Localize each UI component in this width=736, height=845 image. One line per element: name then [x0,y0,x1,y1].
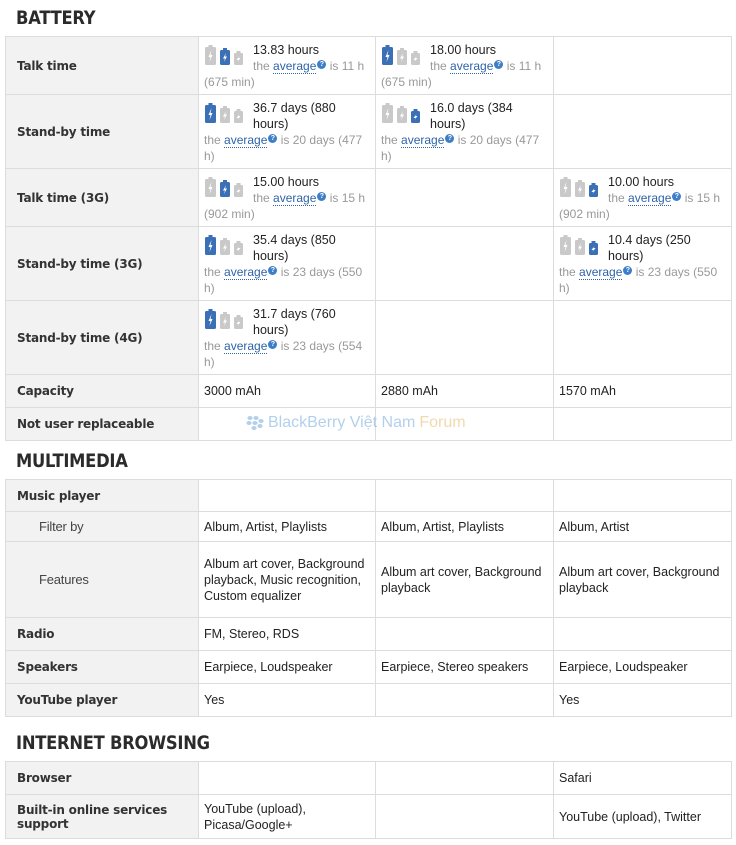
average-link[interactable]: average [224,132,268,147]
battery-value: 18.00 hours [430,42,497,57]
row-label-youtube-player: YouTube player [6,684,199,717]
row-label-browser: Browser [6,762,199,795]
table-row [6,95,732,169]
standby-cell-2 [376,95,554,169]
battery-level-icon [559,235,603,257]
empty-cell [199,762,376,795]
browser-cell-3: Safari [554,762,732,795]
talk-time-cell-2 [376,37,554,95]
capacity-cell-1: 3000 mAh [199,375,376,408]
table-row [6,480,732,512]
empty-cell [199,480,376,512]
battery-value: 31.7 days (760 hours) [253,306,336,337]
empty-cell [376,480,554,512]
radio-cell-1: FM, Stereo, RDS [199,618,376,651]
watermark-brand: BlackBerry Việt Nam [268,414,416,431]
watermark-forum: Forum [419,414,466,431]
row-label-standby-time: Stand-by time [6,95,199,169]
battery-value: 13.83 hours [253,42,320,57]
blackberry-logo-icon [246,415,264,431]
empty-cell [376,301,554,375]
section-title-battery: BATTERY [16,7,96,29]
battery-level-icon [204,177,248,199]
average-note: the average ? is 11 h (675 min) [381,58,542,89]
standby-3g-cell-3 [554,227,732,301]
table-row [6,618,732,651]
help-icon[interactable]: ? [317,192,326,201]
average-link[interactable]: average [450,58,494,73]
row-label-filter-by: Filter by [6,512,199,542]
battery-value: 10.4 days (250 hours) [608,232,691,263]
help-icon[interactable]: ? [494,60,503,69]
empty-cell [554,618,732,651]
average-link[interactable]: average [579,264,623,279]
row-label-music-player: Music player [6,480,199,512]
youtube-cell-3: Yes [554,684,732,717]
battery-level-icon [204,309,248,331]
empty-cell [376,618,554,651]
talk-time-cell-1 [199,37,376,95]
capacity-cell-3: 1570 mAh [554,375,732,408]
table-row [6,762,732,795]
table-row [6,542,732,618]
speakers-cell-2: Earpiece, Stereo speakers [376,651,554,684]
online-services-cell-3: YouTube (upload), Twitter [554,795,732,839]
battery-level-icon [559,177,603,199]
empty-cell [376,684,554,717]
forum-watermark [246,413,466,433]
empty-cell [376,169,554,227]
empty-cell [554,480,732,512]
table-row [6,512,732,542]
table-row [6,301,732,375]
section-title-multimedia: MULTIMEDIA [16,450,128,472]
average-note: the average ? is 11 h (675 min) [204,58,365,89]
standby-3g-cell-1 [199,227,376,301]
average-link[interactable]: average [224,264,268,279]
standby-cell-1 [199,95,376,169]
battery-value: 35.4 days (850 hours) [253,232,336,263]
empty-cell [554,408,732,441]
average-note: the average ? is 20 days (477 h) [381,132,540,163]
youtube-cell-1: Yes [199,684,376,717]
speakers-cell-3: Earpiece, Loudspeaker [554,651,732,684]
average-note: the average ? is 15 h (902 min) [204,190,366,221]
empty-cell [554,301,732,375]
row-label-standby-4g: Stand-by time (4G) [6,301,199,375]
help-icon[interactable]: ? [445,134,454,143]
empty-cell [554,37,732,95]
table-row [6,169,732,227]
empty-cell [376,795,554,839]
help-icon[interactable]: ? [268,340,277,349]
table-row [6,227,732,301]
average-note: the average ? is 23 days (554 h) [204,338,363,369]
row-label-not-replaceable: Not user replaceable [6,408,199,441]
row-label-speakers: Speakers [6,651,199,684]
row-label-capacity: Capacity [6,375,199,408]
help-icon[interactable]: ? [672,192,681,201]
battery-level-icon [381,45,425,67]
filter-by-cell-1: Album, Artist, Playlists [199,512,376,542]
average-link[interactable]: average [273,58,317,73]
row-label-online-services: Built-in online services support [6,795,199,839]
battery-value: 15.00 hours [253,174,320,189]
talk-3g-cell-1 [199,169,376,227]
standby-4g-cell-1 [199,301,376,375]
battery-level-icon [204,103,248,125]
average-note: the average ? is 15 h (902 min) [559,190,721,221]
features-cell-3: Album art cover, Background playback [554,542,732,618]
row-label-features: Features [6,542,199,618]
empty-cell [376,762,554,795]
battery-value: 36.7 days (880 hours) [253,100,336,131]
multimedia-table [5,479,732,717]
internet-table [5,761,732,839]
row-label-radio: Radio [6,618,199,651]
filter-by-cell-2: Album, Artist, Playlists [376,512,554,542]
battery-table [5,36,732,441]
average-note: the average ? is 23 days (550 h) [559,264,718,295]
table-row [6,37,732,95]
row-label-standby-3g: Stand-by time (3G) [6,227,199,301]
help-icon[interactable]: ? [268,266,277,275]
table-row [6,684,732,717]
battery-level-icon [381,103,425,125]
battery-level-icon [204,235,248,257]
average-note: the average ? is 20 days (477 h) [204,132,363,163]
help-icon[interactable]: ? [268,134,277,143]
average-link[interactable]: average [401,132,445,147]
average-link[interactable]: average [273,190,317,205]
average-note: the average ? is 23 days (550 h) [204,264,363,295]
features-cell-1: Album art cover, Background playback, Music recognition, Custom equalizer [199,542,376,618]
row-label-talk-time-3g: Talk time (3G) [6,169,199,227]
table-row [6,795,732,839]
empty-cell [554,95,732,169]
features-cell-2: Album art cover, Background playback [376,542,554,618]
row-label-talk-time: Talk time [6,37,199,95]
table-row [6,375,732,408]
speakers-cell-1: Earpiece, Loudspeaker [199,651,376,684]
online-services-cell-1: YouTube (upload), Picasa/Google+ [199,795,376,839]
battery-value: 16.0 days (384 hours) [430,100,513,131]
empty-cell [376,227,554,301]
capacity-cell-2: 2880 mAh [376,375,554,408]
section-title-internet-browsing: INTERNET BROWSING [16,732,210,754]
table-row [6,651,732,684]
battery-level-icon [204,45,248,67]
help-icon[interactable]: ? [317,60,326,69]
average-link[interactable]: average [224,338,268,353]
filter-by-cell-3: Album, Artist [554,512,732,542]
help-icon[interactable]: ? [623,266,632,275]
average-link[interactable]: average [628,190,672,205]
battery-value: 10.00 hours [608,174,675,189]
talk-3g-cell-3 [554,169,732,227]
